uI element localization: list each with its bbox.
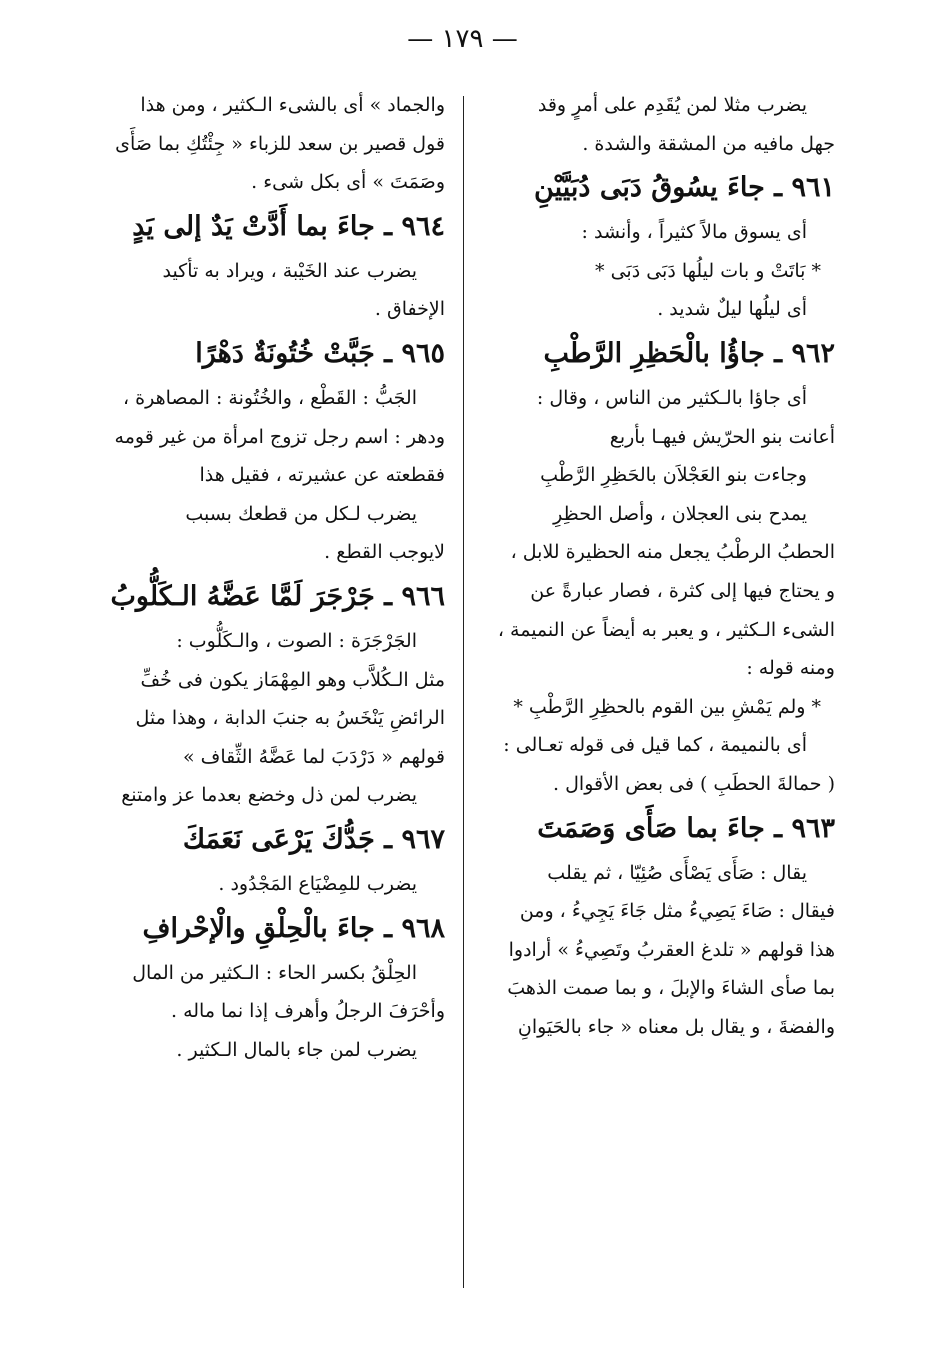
right-text-line: و يحتاج فيها إلى كثرة ، فصار عبارةً عن: [530, 579, 835, 602]
right-text-line: ( حمالةَ الحطَبِ ) فى بعض الأقوال .: [553, 772, 835, 795]
right-text-line: هذا قولهم « تلدغ العقربُ وتَصِيءُ » أرادوا: [508, 938, 835, 961]
right-text-line: أى ليلُها ليلٌ شديد .: [657, 298, 807, 321]
right-text-line: أى جاؤا بالـكثير من الناس ، وقال :: [536, 386, 807, 409]
left-proverb-heading: ٩٦٧ ـ جَدُّكَ يَرْعَى نَعَمَكَ: [182, 823, 445, 855]
left-text-line: يضرب لـكل من قطعك بسبب: [185, 502, 417, 525]
right-text-line: الشىء الـكثير ، و يعبر به أيضاً عن النميمة ،: [497, 618, 835, 641]
left-text-line: وأحْرَفَ الرجلُ وأهرف إذا نما ماله .: [170, 1000, 445, 1023]
right-proverb-heading: ٩٦٢ ـ جاؤُا بالْحَظِرِ الرَّطْبِ: [543, 337, 835, 369]
right-text-line: ومنه قوله :: [746, 657, 835, 680]
right-text-line: الحطبُ الرطْبُ يجعل منه الحظيرة للابل ،: [510, 541, 835, 564]
right-text-line: أعانت بنو الحرّيش فيهـا بأربع: [609, 425, 835, 448]
left-text-line: يضرب لمن ذل وخضع بعدما عز وامتنع: [121, 784, 417, 807]
left-text-line: لايوجب القطع .: [324, 541, 445, 564]
column-divider: [463, 96, 464, 1288]
left-text-line: الإخفاق .: [374, 298, 445, 321]
left-text-line: قولهم « دَرْدَبَ لما عَضَّهُ الثِّقاف »: [182, 745, 445, 768]
right-text-line: أى يسوق مالاً كثيراً ، وأنشد :: [581, 221, 807, 244]
left-text-line: يضرب عند الخَيْبة ، ويراد به تأكيد: [162, 259, 417, 282]
left-proverb-heading: ٩٦٨ ـ جاءَ بالْحِلْقِ والْإحْرافِ: [142, 912, 445, 944]
right-text-line: يمدح بنى العجلان ، وأصل الحظِرِ: [553, 502, 807, 525]
right-proverb-heading: ٩٦٣ ـ جاءَ بما صَأَى وَصَمَتَ: [537, 812, 835, 844]
left-text-line: ودهر : اسم رجل تزوج امرأة من غير قومه: [114, 425, 445, 448]
right-text-line: يضرب مثلا لمن يُقَدِم على أمرٍ وقد: [537, 94, 807, 116]
right-column: [450, 86, 835, 1046]
left-column: [60, 86, 445, 1069]
right-text-line: يقال : صَأَى يَصْأَى صُئِيّا ، ثم يقلب: [547, 861, 807, 884]
left-proverb-heading: ٩٦٥ ـ جَبَّتْ خُتُونَةٌ دَهْرًا: [195, 337, 445, 369]
left-proverb-heading: ٩٦٦ ـ جَرْجَرَ لَمَّا عَضَّهُ الـكَلُّوبُ: [110, 580, 445, 612]
left-text-line: يضرب لمن جاء بالمال الـكثير .: [176, 1038, 417, 1061]
left-text-line: الحِلْقُ بكسر الحاء : الـكثير من المال: [132, 961, 417, 984]
right-text-line: وجاءت بنو العَجْلاَن بالحَظِرِ الرَّطْبِ: [540, 464, 807, 487]
left-text-line: يضرب للمِضْيَاع المَجْدُود .: [218, 872, 417, 895]
left-proverb-heading: ٩٦٤ ـ جاءَ بما أَدَّتْ يَدٌ إلى يَدٍ: [132, 210, 445, 242]
page-number: — ١٧٩ —: [407, 24, 518, 54]
right-verse-line: * بَاتَتْ و بات ليلُها دَبَى دَبَى *: [595, 259, 821, 282]
left-text-line: الجَبُّ : القَطْع ، والخُتُونة : المصاهرة ،: [122, 386, 417, 409]
right-text-line: أى بالنميمة ، كما قيل فى قوله تعـالى :: [503, 734, 807, 757]
right-proverb-heading: ٩٦١ ـ جاءَ يسُوقُ دَبَى دُبَيَّيْنِ: [534, 172, 835, 204]
right-text-line: جهل مافيه من المشقة والشدة .: [582, 132, 835, 155]
right-text-line: بما صأى الشاءَ والإبلَ ، و بما صمت الذهبَ: [507, 977, 835, 1000]
right-text-line: فيقال : صَاءَ يَصِيءُ مثل جَاءَ يَجِيءُ ، ومن: [519, 900, 835, 923]
left-text-line: الجَرْجَرَة : الصوت ، والـكَلُّوب :: [176, 629, 417, 652]
left-text-line: الرائضِ يَنْخَسُ به جنبَ الدابة ، وهذا مثل: [135, 707, 445, 730]
right-verse-line: * ولم يَمْشِ بين القوم بالحظِرِ الرَّطْبِ *: [513, 695, 821, 718]
right-text-line: والفضةَ ، و يقال بل معناه « جاء بالحَيَوانِ: [517, 1015, 835, 1038]
left-text-line: والجماد » أى بالشىء الـكثير ، ومن هذا: [140, 94, 445, 116]
left-text-line: فقطعته عن عشيرته ، فقيل هذا: [199, 464, 445, 487]
left-text-line: مثل الـكُلاَّب وهو المِهْمَاز يكون فى خُفِّ: [140, 668, 445, 691]
left-text-line: وصَمَتَ » أى بكل شىء .: [251, 171, 445, 194]
left-text-line: قول قصير بن سعد للزباء « جِئْتُكِ بما صَأَى: [115, 132, 445, 155]
